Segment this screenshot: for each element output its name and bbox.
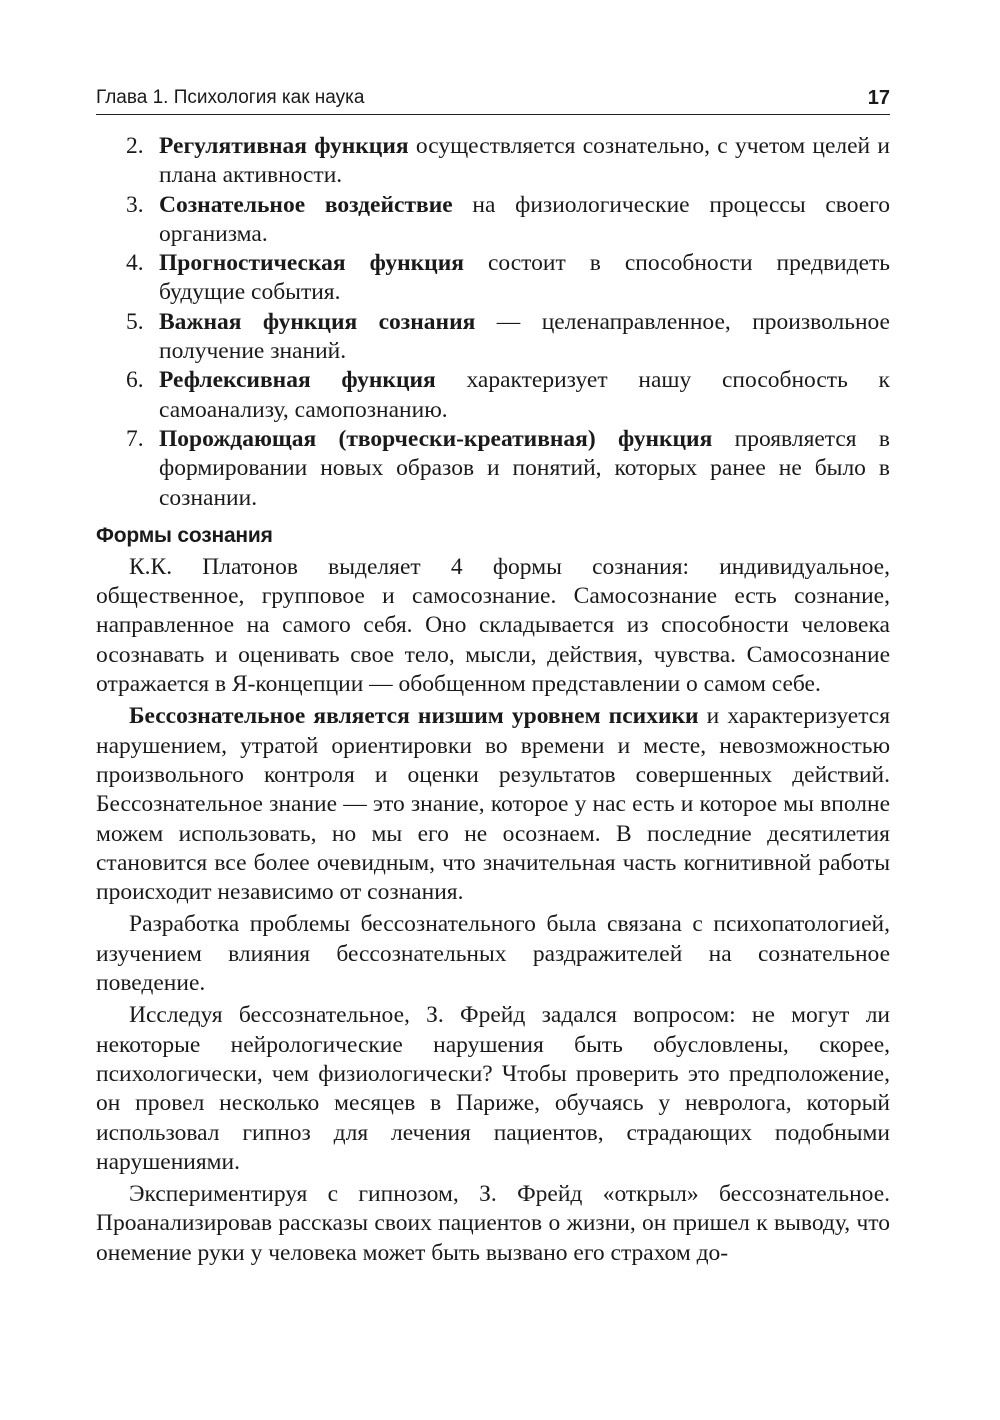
paragraph	[96, 910, 890, 998]
list-text: характеризует нашу способность к самоанализу, самопознанию.	[159, 367, 890, 423]
list-item	[96, 191, 890, 250]
list-text: на физиологические процессы своего организма.	[159, 191, 890, 247]
list-number: 2.	[126, 133, 144, 159]
list-text: состоит в способности предвидеть будущие события.	[159, 250, 891, 306]
paragraph-text: и характеризуется нарушением, утратой ориентировки во времени и месте, невозможностью произвольного контроля и оценки результатов совершенных действий. Бессознательное знание — это знание, которое у нас есть и которое мы вполне можем использовать, но мы его не осознаем. В последние десятилетия становится все более очевидным, что значительная часть когнитивной работы происходит независимо от сознания.	[96, 703, 891, 906]
term-bold: Порождающая (творчески-креативная) функция	[159, 425, 713, 452]
list-number: 3.	[126, 191, 144, 218]
list-number: 5.	[126, 308, 144, 335]
term-bold: Сознательное воздействие	[159, 191, 453, 218]
running-header	[96, 86, 890, 115]
paragraph	[96, 1001, 890, 1177]
functions-list	[96, 132, 890, 513]
list-text: — целенаправленное, произвольное получение знаний.	[159, 308, 890, 365]
body-text	[96, 132, 890, 1268]
list-item	[96, 132, 890, 191]
term-bold: Рефлексивная функция	[159, 367, 436, 394]
book-page	[96, 86, 890, 1268]
chapter-title: Глава 1. Психология как наука	[96, 87, 365, 108]
page-number: 17	[867, 87, 890, 109]
list-number: 6.	[126, 367, 144, 394]
paragraph-text: К.К. Платонов выделяет 4 формы сознания: индивидуальное, общественное, групповое и самосознание. Самосознание есть сознание, направленное на самого себя. Оно складывается из способности человека осознавать и оценивать свое тело, мысли, действия, чувства. Самосознание отражается в Я-концепции — обобщенном представлении о самом себе.	[96, 553, 890, 698]
list-text: проявляется в формировании новых образов и понятий, которых ранее не было в сознании.	[159, 425, 890, 511]
paragraph-text: Экспериментируя с гипнозом, З. Фрейд «открыл» бессознательное. Проанализировав рассказы своих пациентов о жизни, он пришел к выводу, что онемение руки у человека может быть вызвано его страхом до-	[96, 1181, 890, 1266]
list-text: осуществляется сознательно, с учетом целей и плана активности.	[159, 133, 891, 189]
paragraph-bold: Бессознательное является низшим уровнем психики	[129, 703, 699, 730]
paragraph-text: Исследуя бессознательное, З. Фрейд задался вопросом: не могут ли некоторые нейрологические нарушения быть обусловлены, скорее, психологически, чем физиологически? Чтобы проверить это предположение, он провел несколько месяцев в Париже, обучаясь у невролога, который использовал гипноз для лечения пациентов, страдающих подобными нарушениями.	[96, 1002, 890, 1175]
list-number: 4.	[126, 250, 144, 277]
paragraph-text: Разработка проблемы бессознательного была связана с психопатологией, изучением влияния бессознательных раздражителей на сознательное поведение.	[96, 911, 890, 997]
paragraph	[96, 1180, 890, 1268]
paragraph	[96, 553, 890, 699]
list-number: 7.	[126, 425, 144, 452]
term-bold: Важная функция сознания	[159, 308, 476, 335]
section-heading: Формы сознания	[96, 523, 273, 547]
term-bold: Регулятивная функция	[159, 133, 409, 159]
list-item	[96, 308, 890, 367]
list-item	[96, 425, 890, 513]
list-item	[96, 366, 890, 425]
list-item	[96, 249, 890, 308]
term-bold: Прогностическая функция	[159, 250, 464, 277]
paragraph	[96, 702, 890, 907]
